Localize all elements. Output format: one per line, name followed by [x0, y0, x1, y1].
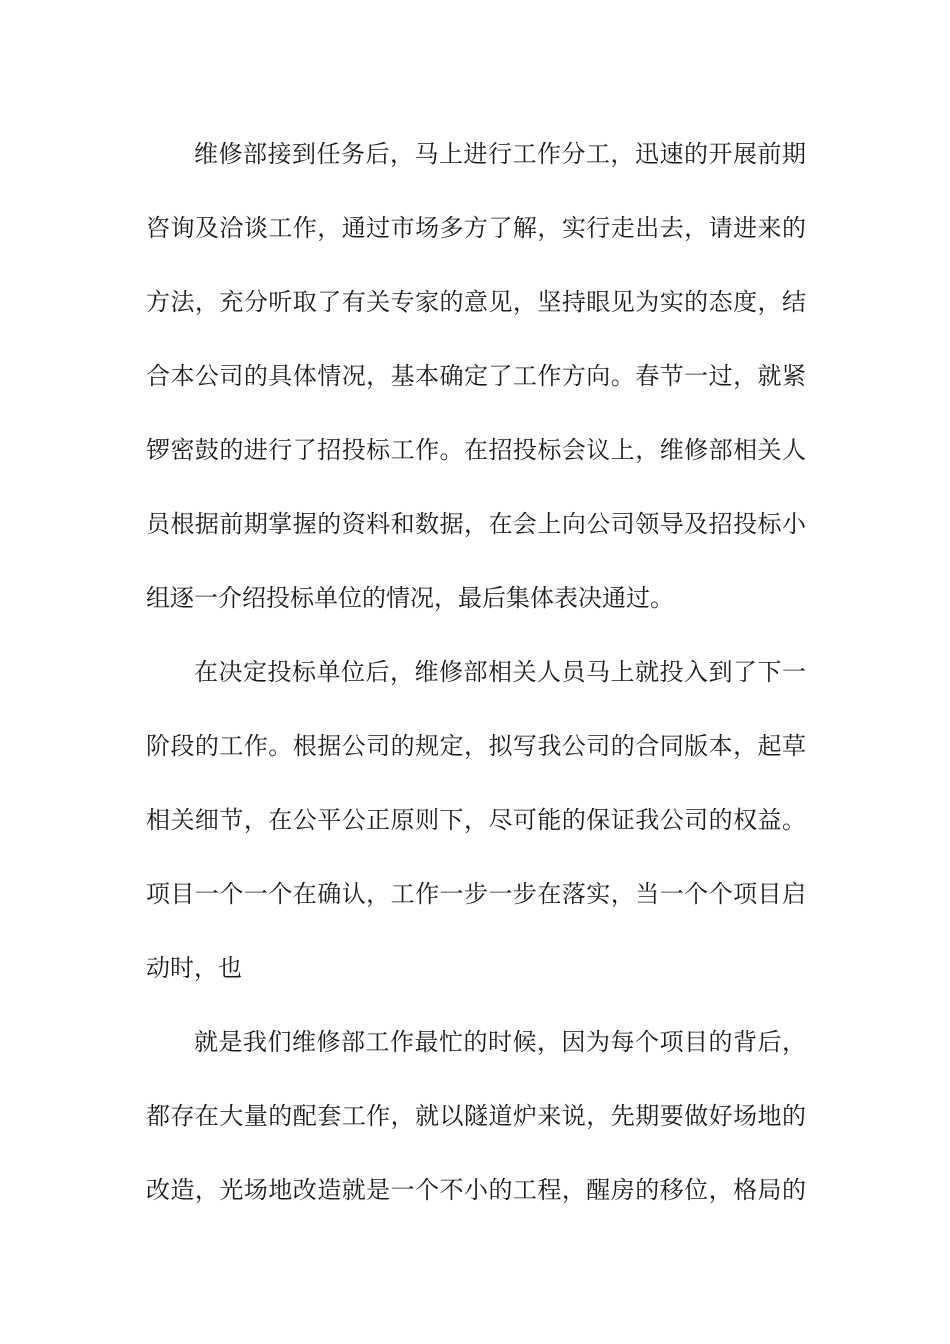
paragraph-2-line-5: 动时，也 — [146, 954, 242, 982]
paragraph-1-line-3: 方法，充分听取了有关专家的意见，坚持眼见为实的态度，结 — [146, 288, 806, 316]
paragraph-3-line-3: 改造，光场地改造就是一个不小的工程，醒房的移位，格局的 — [146, 1176, 806, 1204]
paragraph-2-line-2: 阶段的工作。根据公司的规定，拟写我公司的合同版本，起草 — [146, 732, 806, 760]
paragraph-2-line-4: 项目一个一个在确认，工作一步一步在落实，当一个个项目启 — [146, 880, 806, 908]
paragraph-3-line-2: 都存在大量的配套工作，就以隧道炉来说，先期要做好场地的 — [146, 1102, 806, 1130]
paragraph-3-line-1: 就是我们维修部工作最忙的时候，因为每个项目的背后， — [194, 1028, 806, 1056]
paragraph-1-line-7: 组逐一介绍投标单位的情况，最后集体表决通过。 — [146, 584, 674, 612]
paragraph-2-line-1: 在决定投标单位后，维修部相关人员马上就投入到了下一 — [194, 658, 806, 686]
paragraph-1-line-1: 维修部接到任务后，马上进行工作分工，迅速的开展前期 — [194, 140, 806, 168]
paragraph-2-line-3: 相关细节，在公平公正原则下，尽可能的保证我公司的权益。 — [146, 806, 806, 834]
paragraph-1-line-5: 锣密鼓的进行了招投标工作。在招投标会议上，维修部相关人 — [146, 436, 806, 464]
paragraph-1-line-6: 员根据前期掌握的资料和数据，在会上向公司领导及招投标小 — [146, 510, 806, 538]
paragraph-1-line-2: 咨询及洽谈工作，通过市场多方了解，实行走出去，请进来的 — [146, 214, 806, 242]
paragraph-1-line-4: 合本公司的具体情况，基本确定了工作方向。春节一过，就紧 — [146, 362, 806, 390]
